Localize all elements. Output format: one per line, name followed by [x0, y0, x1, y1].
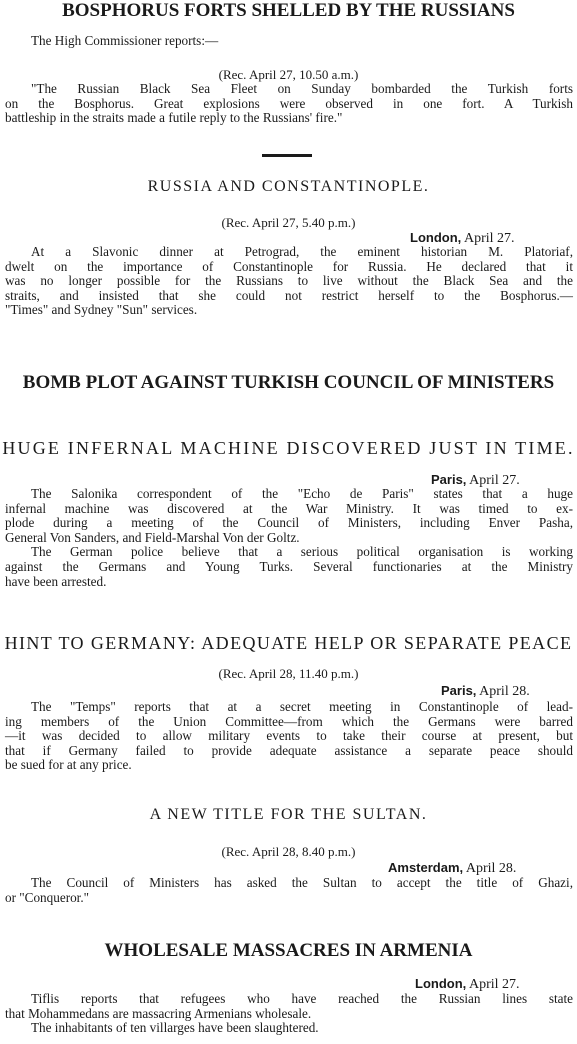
dateline: Paris, April 28.: [441, 683, 530, 699]
article-body: "The Russian Black Sea Fleet on Sunday bombarded the Turkish forts on the Bosphorus. Great explosions were observed in one fort. A Turkish battleship in the straits made a futile reply to the Russians' fire.": [5, 81, 573, 126]
subheadline-infernal-machine: HUGE INFERNAL MACHINE DISCOVERED JUST IN TIME.: [2, 438, 575, 458]
article-body: The Council of Ministers has asked the Sultan to accept the title of Ghazi, or "Conqueror.": [5, 875, 573, 905]
received-time: (Rec. April 28, 8.40 p.m.): [221, 844, 356, 859]
article-body: The "Temps" reports that at a secret meeting in Constantinople of lead- ing members of the Union Committee—from which the Germans were barred —it was decided to allow military events to take their course at present, but that if Germany failed to provide adequate assistance a separate peace should be sued for at any price.: [5, 699, 573, 773]
article-body: Tiflis reports that refugees who have reached the Russian lines state that Mohammedans are massacring Armenians wholesale. The inhabitants of ten villarges have been slaughtered.: [5, 991, 573, 1036]
headline-russia-constantinople: RUSSIA AND CONSTANTINOPLE.: [147, 178, 430, 195]
headline-bosphorus-forts: BOSPHORUS FORTS SHELLED BY THE RUSSIANS: [62, 0, 515, 21]
received-time: (Rec. April 27, 5.40 p.m.): [221, 215, 356, 230]
dateline: London, April 27.: [415, 976, 520, 992]
received-time: (Rec. April 28, 11.40 p.m.): [218, 666, 359, 681]
received-time: (Rec. April 27, 10.50 a.m.): [218, 67, 359, 82]
headline-new-title-sultan: A NEW TITLE FOR THE SULTAN.: [149, 806, 428, 823]
headline-bomb-plot: BOMB PLOT AGAINST TURKISH COUNCIL OF MINISTERS: [22, 372, 555, 393]
headline-hint-to-germany: HINT TO GERMANY: ADEQUATE HELP OR SEPARATE PEACE: [4, 633, 573, 653]
intro-line: The High Commissioner reports:—: [31, 33, 219, 48]
divider-rule: [262, 154, 312, 157]
article-body: The Salonika correspondent of the "Echo de Paris" states that a huge infernal machine was discovered at the War Ministry. It was timed to ex- plode during a meeting of the Council of Ministers, including Enver Pasha, General Von Sanders, and Field-Marshal Von der Goltz. The German police believe that a serious political organisation is working against the Germans and Young Turks. Several functionaries at the Ministry have been arrested.: [5, 486, 573, 589]
headline-wholesale-massacres: WHOLESALE MASSACRES IN ARMENIA: [104, 940, 473, 961]
dateline: Amsterdam, April 28.: [388, 860, 517, 876]
dateline: London, April 27.: [410, 230, 515, 246]
article-body: At a Slavonic dinner at Petrograd, the eminent historian M. Platoriaf, dwelt on the importance of Constantinople for Russia. He declared that it was no longer possible for the Russians to live without the Black Sea and the straits, and insisted that she could not restrict herself to the Bosphorus.— "Times" and Sydney "Sun" services.: [5, 244, 573, 318]
dateline: Paris, April 27.: [431, 472, 520, 488]
